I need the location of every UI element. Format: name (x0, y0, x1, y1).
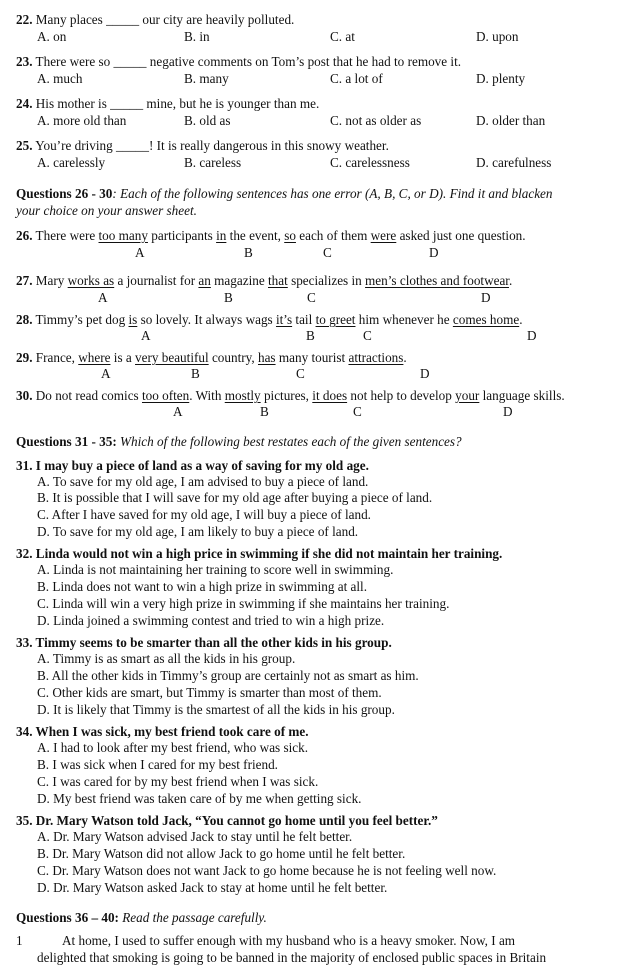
option-a: A. I had to look after my best friend, who was sick. (37, 740, 309, 755)
option-a: A. Linda is not maintaining her training to score well in swimming. (37, 562, 394, 577)
text: France, (32, 350, 79, 365)
letter-a: A (141, 328, 151, 343)
option-a: A. To save for my old age, I am advised to buy a piece of land. (37, 474, 369, 489)
question-stem: His mother is _____ mine, but he is younger than me. (35, 96, 320, 111)
question-number: 24. (16, 96, 33, 111)
text: . With (189, 388, 225, 403)
option-d: D. Dr. Mary Watson asked Jack to stay at home until he felt better. (37, 880, 388, 895)
letter-c: C (323, 245, 332, 260)
underlined-a: too many (98, 228, 148, 243)
underlined-d: attractions (348, 350, 404, 365)
section-title: Questions 31 - 35: (16, 434, 117, 449)
option-c: C. I was cared for by my best friend when I was sick. (37, 774, 319, 789)
question-stem: There were so _____ negative comments on Tom’s post that he had to remove it. (35, 54, 462, 69)
text: asked just one question. (396, 228, 526, 243)
text: each of them (295, 228, 371, 243)
option-b: B. I was sick when I cared for my best friend. (37, 757, 278, 772)
question-25 (16, 138, 628, 154)
letter-c: C (307, 290, 316, 305)
section-instruction: Each of the following sentences has one error (A, B, C, or D). Find it and blacken (116, 186, 553, 201)
section-heading-36-40 (16, 910, 628, 926)
letter-a: A (101, 366, 111, 381)
option-d: D. It is likely that Timmy is the smartest of all the kids in his group. (37, 702, 395, 717)
section-title: Questions 36 – 40: (16, 910, 119, 925)
option-b: B. old as (184, 113, 231, 128)
letter-a: A (135, 245, 145, 260)
underlined-b: in (216, 228, 227, 243)
section-heading-26-30 (16, 186, 628, 202)
passage-line-2: delighted that smoking is going to be banned in the majority of enclosed public spaces in Britain (37, 950, 547, 965)
question-29 (16, 350, 628, 366)
letter-b: B (306, 328, 315, 343)
option-d: D. carefulness (476, 155, 552, 170)
underlined-a: works as (67, 273, 115, 288)
text: a journalist for (114, 273, 199, 288)
underlined-d: comes home (452, 312, 520, 327)
section-instruction-line2 (16, 203, 628, 219)
underlined-d: men’s clothes and footwear (365, 273, 509, 288)
text: specializes in (287, 273, 366, 288)
option-a: A. Timmy is as smart as all the kids in his group. (37, 651, 296, 666)
passage-line-1: At home, I used to suffer enough with my husband who is a heavy smoker. Now, I am (62, 933, 516, 948)
question-34-stem: 34. When I was sick, my best friend took care of me. (16, 724, 309, 739)
underlined-a: too often (141, 388, 190, 403)
underlined-b: an (198, 273, 211, 288)
underlined-b: mostly (224, 388, 261, 403)
option-a: A. more old than (37, 113, 127, 128)
question-number: 27. (16, 273, 33, 288)
option-a: A. carelessly (37, 155, 106, 170)
option-c: C. Linda will win a very high prize in swimming if she maintains her training. (37, 596, 450, 611)
text: magazine (210, 273, 268, 288)
option-a: A. much (37, 71, 83, 86)
text: Timmy’s pet dog (32, 312, 129, 327)
text: him whenever he (355, 312, 453, 327)
text: language skills. (479, 388, 565, 403)
option-b: B. in (184, 29, 210, 44)
text: . (519, 312, 523, 327)
text: . (403, 350, 407, 365)
option-c: C. Other kids are smart, but Timmy is smarter than most of them. (37, 685, 382, 700)
question-number: 25. (16, 138, 33, 153)
option-c: C. carelessness (330, 155, 410, 170)
question-31-stem: 31. I may buy a piece of land as a way of saving for my old age. (16, 458, 369, 473)
option-c: C. not as older as (330, 113, 422, 128)
option-d: D. Linda joined a swimming contest and tried to win a high prize. (37, 613, 385, 628)
section-colon: : (112, 186, 117, 201)
text: pictures, (260, 388, 313, 403)
section-heading-31-35 (16, 434, 628, 450)
text: not help to develop (347, 388, 456, 403)
option-c: C. After I have saved for my old age, I will buy a piece of land. (37, 507, 371, 522)
underlined-c: has (257, 350, 276, 365)
option-c: C. Dr. Mary Watson does not want Jack to go home because he is not feeling well now. (37, 863, 497, 878)
letter-a: A (98, 290, 108, 305)
underlined-c: to greet (315, 312, 356, 327)
question-35-stem: 35. Dr. Mary Watson told Jack, “You cannot go home until you feel better.” (16, 813, 438, 828)
question-22 (16, 12, 628, 28)
section-instruction-cont: your choice on your answer sheet. (16, 203, 197, 218)
question-stem: You’re driving _____! It is really dangerous in this snowy weather. (35, 138, 389, 153)
text: . (508, 273, 513, 288)
question-number: 23. (16, 54, 33, 69)
question-24 (16, 96, 628, 112)
text: many tourist (275, 350, 349, 365)
passage-line-number: 1 (16, 933, 23, 948)
underlined-a: where (78, 350, 111, 365)
letter-d: D (429, 245, 439, 260)
letter-a: A (173, 404, 183, 419)
question-number: 22. (16, 12, 33, 27)
option-c: C. at (330, 29, 355, 44)
option-b: B. It is possible that I will save for my old age after buying a piece of land. (37, 490, 433, 505)
text: Do not read comics (32, 388, 142, 403)
letter-d: D (481, 290, 491, 305)
option-d: D. plenty (476, 71, 526, 86)
section-instruction: Read the passage carefully. (118, 910, 267, 925)
underlined-d: were (370, 228, 397, 243)
text: Mary (32, 273, 68, 288)
underlined-a: is (128, 312, 138, 327)
question-number: 30. (16, 388, 33, 403)
text: participants (147, 228, 217, 243)
question-32-stem: 32. Linda would not win a high price in swimming if she did not maintain her training. (16, 546, 503, 561)
text: tail (292, 312, 316, 327)
question-number: 26. (16, 228, 33, 243)
letter-b: B (191, 366, 200, 381)
letter-c: C (363, 328, 372, 343)
letter-b: B (224, 290, 233, 305)
underlined-c: so (284, 228, 296, 243)
letter-b: B (260, 404, 269, 419)
option-c: C. a lot of (330, 71, 383, 86)
option-b: B. many (184, 71, 229, 86)
text: country, (208, 350, 258, 365)
option-a: A. on (37, 29, 67, 44)
question-stem: Many places _____ our city are heavily polluted. (35, 12, 295, 27)
option-b: B. Dr. Mary Watson did not allow Jack to go home until he felt better. (37, 846, 406, 861)
letter-d: D (503, 404, 513, 419)
text: the event, (226, 228, 285, 243)
text: There were (32, 228, 99, 243)
letter-c: C (353, 404, 362, 419)
letter-c: C (296, 366, 305, 381)
question-number: 29. (16, 350, 33, 365)
option-d: D. older than (476, 113, 546, 128)
question-23 (16, 54, 628, 70)
option-d: D. upon (476, 29, 519, 44)
underlined-c: that (268, 273, 288, 288)
option-d: D. To save for my old age, I am likely to buy a piece of land. (37, 524, 359, 539)
text: is a (110, 350, 136, 365)
question-number: 28. (16, 312, 33, 327)
question-28 (16, 312, 628, 328)
text: so lovely. It always wags (137, 312, 276, 327)
section-instruction: Which of the following best restates each of the given sentences? (116, 434, 462, 449)
option-d: D. My best friend was taken care of by me when getting sick. (37, 791, 362, 806)
question-26 (16, 228, 628, 244)
option-b: B. Linda does not want to win a high prize in swimming at all. (37, 579, 368, 594)
letter-d: D (527, 328, 537, 343)
option-a: A. Dr. Mary Watson advised Jack to stay until he felt better. (37, 829, 353, 844)
underlined-c: it does (312, 388, 348, 403)
question-30 (16, 388, 628, 404)
section-title: Questions 26 - 30 (16, 186, 113, 201)
letter-b: B (244, 245, 253, 260)
question-27 (16, 273, 628, 289)
question-33-stem: 33. Timmy seems to be smarter than all the other kids in his group. (16, 635, 392, 650)
letter-d: D (420, 366, 430, 381)
underlined-b: it’s (275, 312, 293, 327)
underlined-b: very beautiful (135, 350, 209, 365)
option-b: B. careless (184, 155, 242, 170)
underlined-d: your (455, 388, 480, 403)
option-b: B. All the other kids in Timmy’s group are certainly not as smart as him. (37, 668, 419, 683)
